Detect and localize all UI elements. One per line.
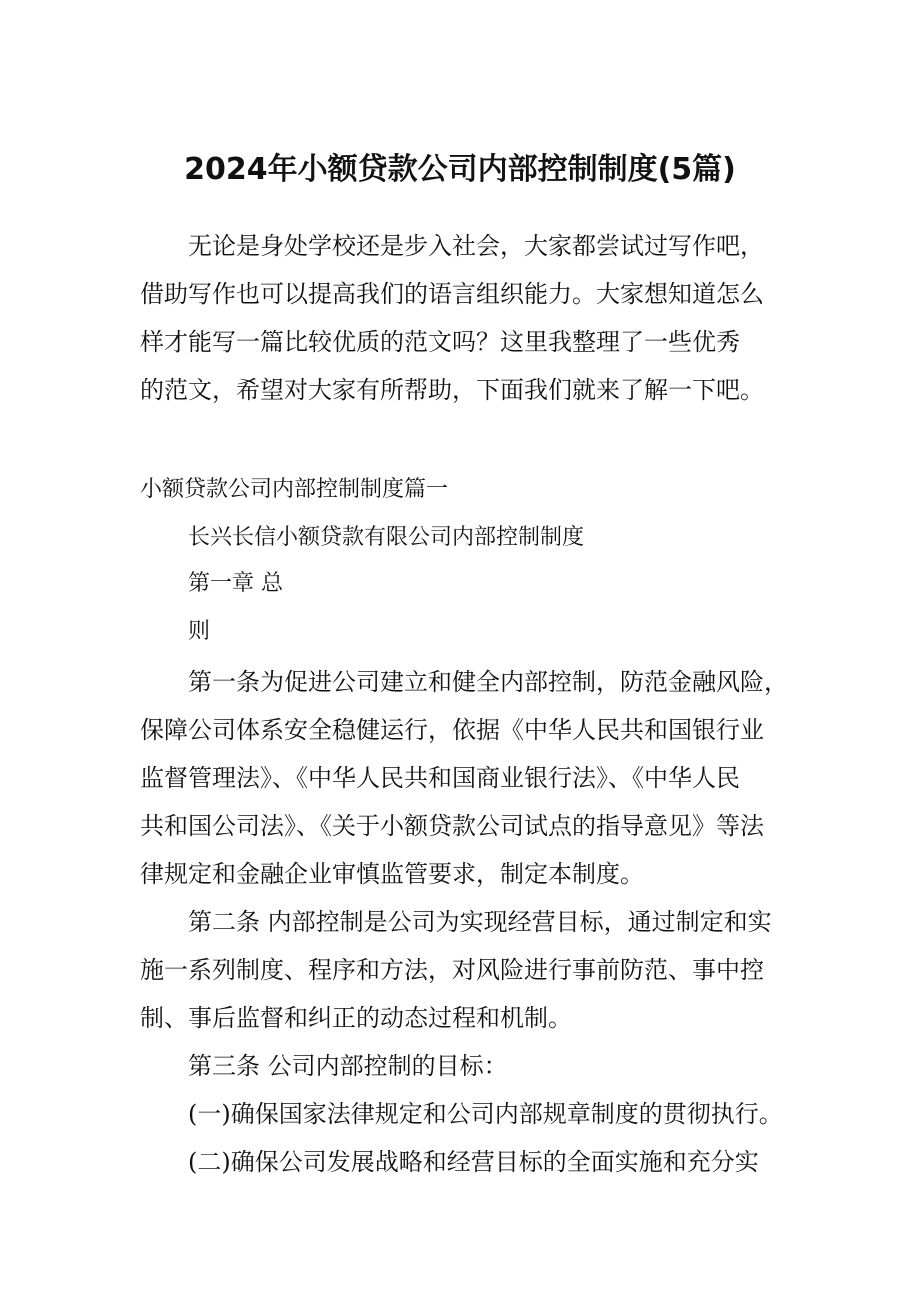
intro-line: 的范文，希望对大家有所帮助，下面我们就来了解一下吧。 xyxy=(140,376,764,404)
list-item-2: (二)确保公司发展战略和经营目标的全面实施和充分实 xyxy=(188,1148,759,1176)
intro-line: 借助写作也可以提高我们的语言组织能力。大家想知道怎么 xyxy=(140,280,764,308)
article-3-line: 第三条 公司内部控制的目标： xyxy=(188,1052,508,1080)
document-title: 2024年小额贷款公司内部控制制度(5篇) xyxy=(184,152,736,187)
chapter-heading-continued: 则 xyxy=(188,619,211,644)
article-1-line: 共和国公司法》、《关于小额贷款公司试点的指导意见》等法 xyxy=(140,812,764,840)
article-1-line: 保障公司体系安全稳健运行，依据《中华人民共和国银行业 xyxy=(140,716,764,744)
article-1-line: 第一条为促进公司建立和健全内部控制，防范金融风险， xyxy=(188,668,788,696)
article-2-line: 施一系列制度、程序和方法，对风险进行事前防范、事中控 xyxy=(140,956,764,984)
document-subtitle: 长兴长信小额贷款有限公司内部控制制度 xyxy=(188,525,585,550)
article-2-line: 制、事后监督和纠正的动态过程和机制。 xyxy=(140,1004,572,1032)
article-2-line: 第二条 内部控制是公司为实现经营目标，通过制定和实 xyxy=(188,908,772,936)
intro-line: 无论是身处学校还是步入社会，大家都尝试过写作吧， xyxy=(188,232,764,260)
section-heading: 小额贷款公司内部控制制度篇一 xyxy=(140,477,449,502)
article-1-line: 律规定和金融企业审慎监管要求，制定本制度。 xyxy=(140,860,644,888)
article-1-line: 监督管理法》、《中华人民共和国商业银行法》、《中华人民 xyxy=(140,764,740,792)
list-item-1: (一)确保国家法律规定和公司内部规章制度的贯彻执行。 xyxy=(188,1100,783,1128)
intro-line: 样才能写一篇比较优质的范文吗？这里我整理了一些优秀 xyxy=(140,328,740,356)
chapter-heading: 第一章 总 xyxy=(188,571,283,596)
